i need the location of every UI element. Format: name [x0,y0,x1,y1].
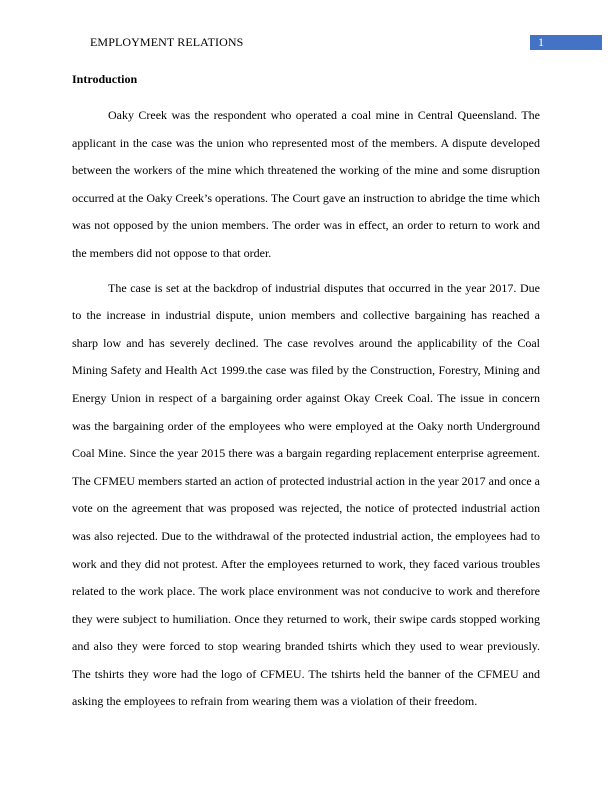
paragraph-2: The case is set at the backdrop of industrial disputes that occurred in the year 2017. Due to the increase in industrial dispute, union members and collective bargaining has reached a sharp low and has severely declined. The case revolves around the applicability of the Coal Mining Safety and Health Act 1999.the case was filed by the Construction, Forestry, Mining and Energy Union in respect of a bargaining order against Okay Creek Coal. The issue in concern was the bargaining order of the employees who were employed at the Oaky north Underground Coal Mine. Since the year 2015 there was a bargain regarding replacement enterprise agreement. The CFMEU members started an action of protected industrial action in the year 2017 and once a vote on the agreement that was proposed was rejected, the notice of protected industrial action was also rejected. Due to the withdrawal of the protected industrial action, the employees had to work and they did not protest. After the employees returned to work, they faced various troubles related to the work place. The work place environment was not conducive to work and therefore they were subject to humiliation. Once they returned to work, their swipe cards stopped working and also they were forced to stop wearing branded tshirts which they used to wear previously. The tshirts they wore had the logo of CFMEU. The tshirts held the banner of the CFMEU and asking the employees to refrain from wearing them was a violation of their freedom. [72,280,540,709]
running-head: EMPLOYMENT RELATIONS [90,35,244,49]
section-heading: Introduction [72,72,138,86]
page-number: 1 [530,35,602,50]
document-body [72,102,540,723]
paragraph-1: Oaky Creek was the respondent who operated a coal mine in Central Queensland. The applicant in the case was the union who represented most of the members. A dispute developed between the workers of the mine which threatened the working of the mine and some disruption occurred at the Oaky Creek’s operations. The Court gave an instruction to abridge the time which was not opposed by the union members. The order was in effect, an order to return to work and the members did not oppose to that order. [72,108,540,260]
